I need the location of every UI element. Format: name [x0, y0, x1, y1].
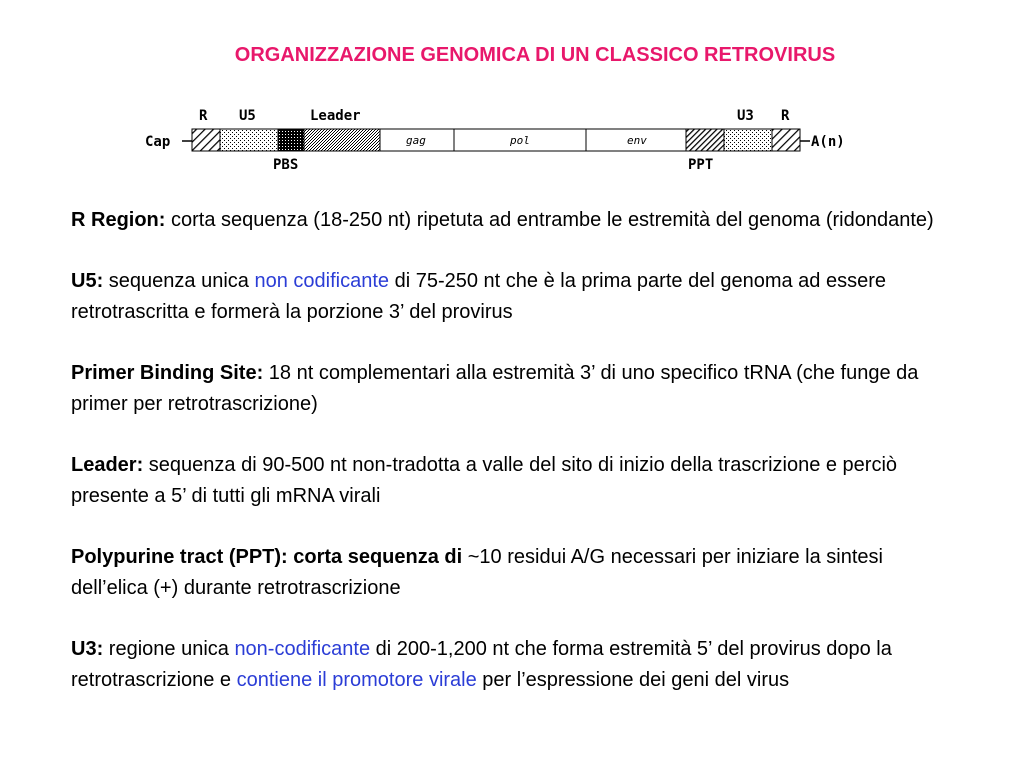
segment-r-right: [772, 129, 800, 151]
label-r-left: R: [199, 108, 208, 124]
segment-u3: [724, 129, 772, 151]
desc-u5-part1: sequenza unica: [103, 270, 255, 292]
desc-u3-part1: regione unica: [103, 638, 235, 660]
desc-u3-part3: per l’espressione dei geni del virus: [476, 669, 790, 691]
term-pbs: Primer Binding Site:: [71, 362, 264, 384]
highlight-non-codificante: non codificante: [254, 270, 390, 292]
term-r-region: R Region:: [71, 209, 166, 231]
label-cap: Cap: [145, 134, 171, 150]
definition-r-region: [71, 205, 951, 236]
desc-leader: sequenza di 90-500 nt non-tradotta a valle del sito di inizio della trascrizione e perciò presente a 5’ di tutti gli mRNA virali: [71, 454, 898, 507]
label-u3: U3: [737, 108, 754, 124]
gene-gag-label: gag: [406, 134, 426, 147]
term-ppt: Polypurine tract (PPT): corta sequenza di: [71, 546, 463, 568]
genome-diagram: [140, 100, 880, 180]
highlight-promotore: contiene il promotore virale: [236, 669, 477, 691]
desc-pbs: 18 nt complementari alla estremità 3’ di uno specifico tRNA (che funge da primer per retrotrascrizione): [71, 362, 919, 415]
definitions-list: [71, 205, 951, 726]
desc-u3-part2: di 200-1,200 nt che forma estremità 5’ del provirus dopo la retrotrascrizione e: [71, 638, 892, 691]
segment-pbs: [278, 129, 304, 151]
segment-leader: [304, 129, 380, 151]
gene-env-label: env: [627, 134, 647, 147]
label-ppt: PPT: [688, 157, 714, 173]
gene-pol-label: pol: [510, 134, 530, 147]
definition-leader: [71, 450, 951, 512]
definition-pbs: [71, 358, 951, 420]
label-polya: A(n): [811, 134, 845, 150]
definition-ppt: [71, 542, 951, 604]
segment-u5: [220, 129, 278, 151]
definition-u3: [71, 634, 951, 696]
definition-u5: [71, 266, 951, 328]
term-u3: U3:: [71, 638, 104, 660]
desc-r-region: corta sequenza (18-250 nt) ripetuta ad entrambe le estremità del genoma (ridondante): [165, 209, 934, 231]
term-leader: Leader:: [71, 454, 144, 476]
label-leader: Leader: [310, 108, 361, 124]
segment-r-left: [192, 129, 220, 151]
term-u5: U5:: [71, 270, 104, 292]
desc-u5-part2: di 75-250 nt che è la prima parte del genoma ad essere retrotrascritta e formerà la porzione 3’ del provirus: [71, 270, 886, 323]
segment-ppt: [686, 129, 724, 151]
desc-ppt: ~10 residui A/G necessari per iniziare la sintesi dell’elica (+) durante retrotrascrizione: [71, 546, 883, 599]
slide-title: ORGANIZZAZIONE GENOMICA DI UN CLASSICO RETROVIRUS: [234, 44, 836, 66]
label-u5: U5: [239, 108, 256, 124]
label-r-right: R: [781, 108, 790, 124]
label-pbs: PBS: [273, 157, 299, 173]
highlight-non-codificante-u3: non-codificante: [234, 638, 371, 660]
